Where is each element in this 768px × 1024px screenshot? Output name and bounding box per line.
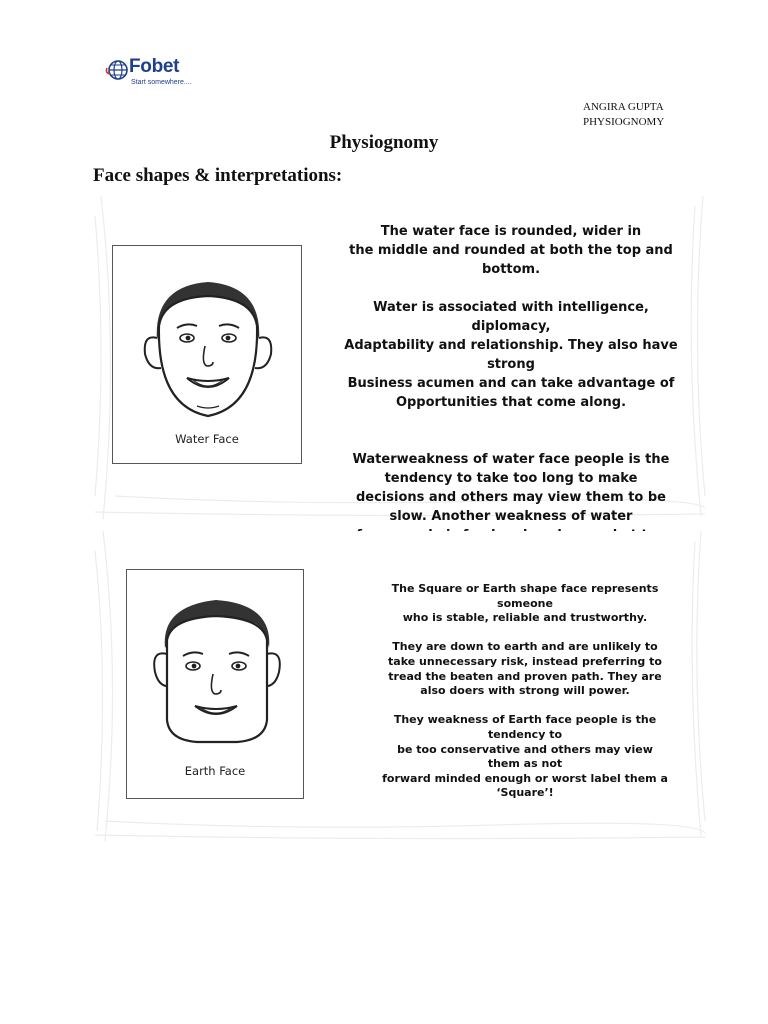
globe-icon bbox=[107, 59, 129, 81]
page-title: Physiognomy bbox=[329, 132, 439, 153]
description-line: forward minded enough or worst label them a bbox=[382, 771, 668, 785]
description-line: slow. Another weakness of water bbox=[389, 509, 633, 524]
description-line bbox=[370, 626, 680, 641]
water-face-panel bbox=[95, 196, 705, 524]
brand-name: Fobet bbox=[129, 56, 180, 77]
description-line bbox=[317, 412, 705, 431]
description-line: They weakness of Earth face people is the bbox=[393, 713, 657, 727]
description-line: who is stable, reliable and trustworthy. bbox=[402, 611, 648, 625]
description-line bbox=[317, 431, 705, 450]
author-name: ANGIRA GUPTA bbox=[583, 101, 664, 113]
description-line: take unnecessary risk, instead preferring to bbox=[388, 654, 662, 668]
description-line: Adaptability and relationship. They also have bbox=[344, 338, 678, 353]
earth-face-illustration bbox=[127, 570, 305, 760]
earth-face-card bbox=[126, 569, 304, 799]
water-face-card bbox=[112, 245, 302, 464]
description-line: tendency to bbox=[487, 727, 563, 741]
description-line bbox=[317, 279, 705, 298]
brand-tagline: Start somewhere.... bbox=[131, 79, 192, 86]
water-face-caption: Water Face bbox=[175, 432, 239, 446]
description-line bbox=[370, 699, 680, 714]
earth-face-description bbox=[370, 582, 680, 801]
description-line: be too conservative and others may view bbox=[397, 742, 653, 756]
section-title: Face shapes & interpretations: bbox=[93, 165, 343, 186]
brand-logo bbox=[107, 56, 227, 92]
author-subject: PHYSIOGNOMY bbox=[583, 116, 665, 128]
description-line: ‘Square’! bbox=[496, 786, 554, 800]
water-face-illustration bbox=[113, 246, 303, 426]
description-line: tread the beaten and proven path. They are bbox=[388, 669, 662, 683]
description-line: bottom. bbox=[481, 262, 541, 277]
description-line: someone bbox=[497, 596, 553, 610]
water-face-description bbox=[317, 222, 705, 545]
description-line: The Square or Earth shape face represents bbox=[391, 582, 659, 595]
description-line: Waterweakness of water face people is the bbox=[352, 452, 670, 467]
author-block bbox=[583, 100, 664, 130]
description-line: Water is associated with intelligence, bbox=[373, 300, 649, 315]
description-line: They are down to earth and are unlikely to bbox=[392, 640, 658, 654]
description-line: strong bbox=[487, 357, 535, 372]
description-line: The water face is rounded, wider in bbox=[380, 224, 642, 239]
description-line: decisions and others may view them to be bbox=[355, 490, 667, 505]
earth-face-caption: Earth Face bbox=[184, 764, 246, 778]
description-line: tendency to take too long to make bbox=[384, 471, 638, 486]
description-line: also doers with strong will power. bbox=[420, 684, 630, 698]
description-line: diplomacy, bbox=[471, 319, 551, 334]
earth-face-panel bbox=[95, 531, 705, 841]
description-line: Business acumen and can take advantage of bbox=[347, 376, 675, 391]
description-line: the middle and rounded at both the top and bbox=[349, 243, 673, 258]
description-line: them as not bbox=[487, 757, 563, 771]
description-line: Opportunities that come along. bbox=[395, 395, 627, 410]
